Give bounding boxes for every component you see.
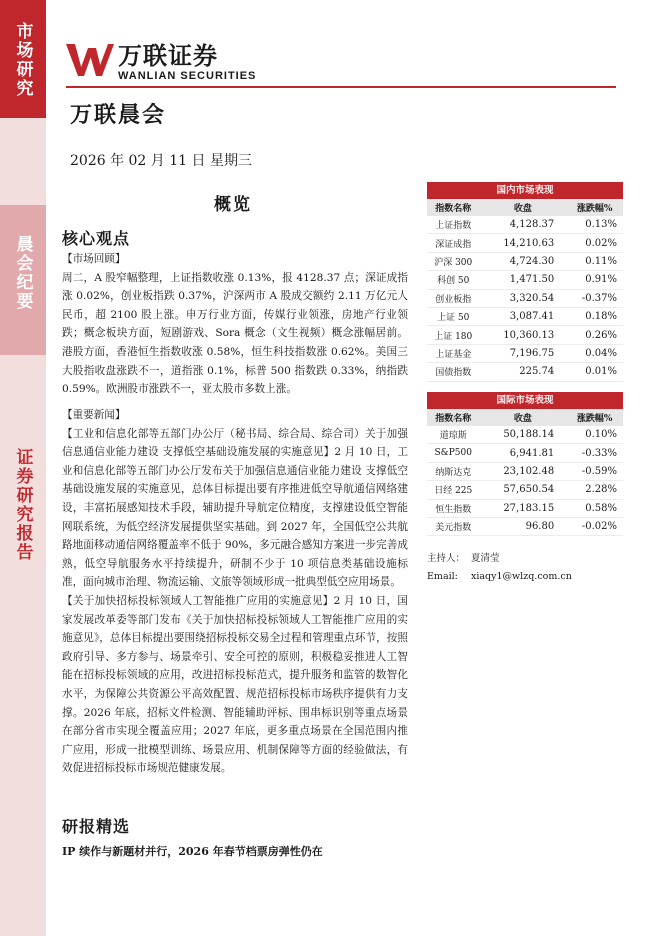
table-row <box>427 216 623 234</box>
index-name: 上证基金 <box>427 344 479 362</box>
table-row <box>427 444 623 462</box>
index-name: 恒生指数 <box>427 499 479 517</box>
close-value: 96.80 <box>479 517 566 535</box>
change-pct: 0.02% <box>566 234 623 252</box>
close-value: 57,650.54 <box>479 481 566 499</box>
change-pct: -0.59% <box>566 462 623 480</box>
index-name: 沪深 300 <box>427 252 479 270</box>
logo-chinese-name: 万联证券 <box>118 42 218 70</box>
column-header: 涨跌幅% <box>566 199 623 216</box>
column-header: 指数名称 <box>427 199 479 216</box>
close-value: 14,210.63 <box>479 234 566 252</box>
index-name: 纳斯达克 <box>427 462 479 480</box>
close-value: 4,724.30 <box>479 252 566 270</box>
table-row <box>427 271 623 289</box>
sidebar-section-morning-meeting <box>0 205 46 355</box>
sidebar-section-market-research <box>0 0 46 118</box>
table-row <box>427 426 623 444</box>
email-label: Email: <box>427 571 458 582</box>
header-divider <box>66 86 616 88</box>
close-value: 1,471.50 <box>479 271 566 289</box>
column-header: 收盘 <box>479 409 566 426</box>
logo-english-name: WANLIAN SECURITIES <box>118 70 257 82</box>
close-value: 225.74 <box>479 363 566 381</box>
index-name: 美元指数 <box>427 517 479 535</box>
table-row <box>427 481 623 499</box>
market-review-text: 周二，A 股窄幅整理，上证指数收涨 0.13%，报 4128.37 点；深证成指涨 0.02%，创业板指跌 0.37%，沪深两市 A 股成交额约 2.11 万亿元人民币，超 2100 股上涨。申万行业方面，传媒行业领涨，房地产行业领跌；概念板块方面，短剧游戏、Sora 概念（文生视频）概念涨幅居前。港股方面，香港恒生指数收涨 0.58%，恒生科技指数涨 0.62%。美国三大股指收盘涨跌不一，道指涨 0.1%，标普 500 指数跌 0.33%，纳指跌 0.59%。欧洲股市涨跌不一，亚太股市多数上涨。 <box>62 271 408 396</box>
table-row <box>427 344 623 362</box>
change-pct: -0.02% <box>566 517 623 535</box>
change-pct: 0.10% <box>566 426 623 444</box>
core-view-heading: 核心观点 <box>62 229 131 248</box>
sidebar-label: 晨会纪要 <box>12 235 33 311</box>
table-row <box>427 499 623 517</box>
index-name: 科创 50 <box>427 271 479 289</box>
table-row <box>427 326 623 344</box>
analyst-info <box>427 550 572 586</box>
close-value: 27,183.15 <box>479 499 566 517</box>
change-pct: 0.58% <box>566 499 623 517</box>
index-name: 深证成指 <box>427 234 479 252</box>
change-pct: 0.04% <box>566 344 623 362</box>
change-pct: 0.91% <box>566 271 623 289</box>
table-row <box>427 307 623 325</box>
change-pct: -0.37% <box>566 289 623 307</box>
change-pct: 0.26% <box>566 326 623 344</box>
sidebar-label: 证券研究报告 <box>12 448 33 562</box>
table-header-row <box>427 409 623 426</box>
change-pct: 2.28% <box>566 481 623 499</box>
table-row <box>427 462 623 480</box>
close-value: 7,196.75 <box>479 344 566 362</box>
report-title: 万联晨会 <box>70 102 167 128</box>
index-name: 道琼斯 <box>427 426 479 444</box>
index-name: S&P500 <box>427 444 479 462</box>
table-row <box>427 517 623 535</box>
table-row <box>427 252 623 270</box>
sidebar-label: 市场研究 <box>12 22 33 98</box>
column-header: 收盘 <box>479 199 566 216</box>
table-header-row <box>427 199 623 216</box>
change-pct: 0.18% <box>566 307 623 325</box>
sidebar-section-research-report <box>0 418 46 648</box>
overview-heading: 概览 <box>214 195 252 215</box>
close-value: 3,087.41 <box>479 307 566 325</box>
table-row <box>427 289 623 307</box>
research-picks-heading: 研报精选 <box>62 817 131 836</box>
change-pct: 0.13% <box>566 216 623 234</box>
close-value: 50,188.14 <box>479 426 566 444</box>
table-title: 国际市场表现 <box>427 392 623 409</box>
table-row <box>427 363 623 381</box>
close-value: 10,360.13 <box>479 326 566 344</box>
index-name: 日经 225 <box>427 481 479 499</box>
host-label: 主持人： <box>427 553 466 564</box>
company-logo <box>66 42 256 82</box>
column-header: 指数名称 <box>427 409 479 426</box>
index-name: 上证指数 <box>427 216 479 234</box>
domestic-market-table <box>427 182 623 382</box>
change-pct: -0.33% <box>566 444 623 462</box>
index-name: 上证 180 <box>427 326 479 344</box>
table-title: 国内市场表现 <box>427 182 623 199</box>
international-market-table <box>427 392 623 536</box>
news-section <box>62 406 408 778</box>
report-date: 2026 年 02 月 11 日 星期三 <box>70 153 252 169</box>
close-value: 3,320.54 <box>479 289 566 307</box>
index-name: 上证 50 <box>427 307 479 325</box>
news-label: 【重要新闻】 <box>62 409 126 421</box>
email-address[interactable]: xiaqy1@wlzq.com.cn <box>471 571 572 582</box>
close-value: 23,102.48 <box>479 462 566 480</box>
news-item: 【工业和信息化部等五部门办公厅（秘书局、综合局、综合司）关于加强信息通信业能力建设 支撑低空基础设施发展的实施意见】2 月 10 日，工业和信息化部等五部门办公厅发布关于加强信息通信业能力建设 支撑低空基础设施发展的实施意见，总体目标提出要有序推进低空导航通信网络建设，丰富拓展感知技术手段，辅助提升导航定位精度，支撑建设低空智能网联系统，为低空经济发展提供坚实基础。到 2027 年，全国低空公共航路地面移动通信网络覆盖率不低于 90%，多元融合感知方案进一步完善成熟，低空导航服务水平持续提升，研制不少于 10 项信息类基础设施标准，面向城市治理、物流运输、文旅等领域形成一批典型低空应用场景。 <box>62 427 408 589</box>
market-review-section <box>62 250 408 399</box>
wanlian-w-logo-icon <box>66 42 114 78</box>
research-headline: IP 续作与新题材并行，2026 年春节档票房弹性仍在 <box>62 845 323 858</box>
host-name: 夏清莹 <box>471 553 500 564</box>
close-value: 6,941.81 <box>479 444 566 462</box>
market-review-label: 【市场回顾】 <box>62 253 126 265</box>
index-name: 国债指数 <box>427 363 479 381</box>
index-name: 创业板指 <box>427 289 479 307</box>
table-row <box>427 234 623 252</box>
sidebar <box>0 0 46 936</box>
change-pct: 0.01% <box>566 363 623 381</box>
close-value: 4,128.37 <box>479 216 566 234</box>
column-header: 涨跌幅% <box>566 409 623 426</box>
news-item: 【关于加快招标投标领域人工智能推广应用的实施意见】2 月 10 日，国家发展改革委等部门发布《关于加快招标投标领域人工智能推广应用的实施意见》，总体目标提出要围绕招标投标交易全过程和管理重点环节，按照政府引导、多方参与、场景牵引、安全可控的原则，积极稳妥推进人工智能在招标投标领域的应用，改进招标投标范式，提升服务和监管的数智化水平，为保障公共资源公平高效配置、规范招标投标市场秩序提供有力支撑。2026 年底，招标文件检测、智能辅助评标、围串标识别等重点场景在部分省市实现全覆盖应用；2027 年底，更多重点场景在全国范围内推广应用，形成一批模型训练、场景应用、机制保障等方面的经验做法，有效促进招标投标市场规范健康发展。 <box>62 594 408 775</box>
change-pct: 0.11% <box>566 252 623 270</box>
